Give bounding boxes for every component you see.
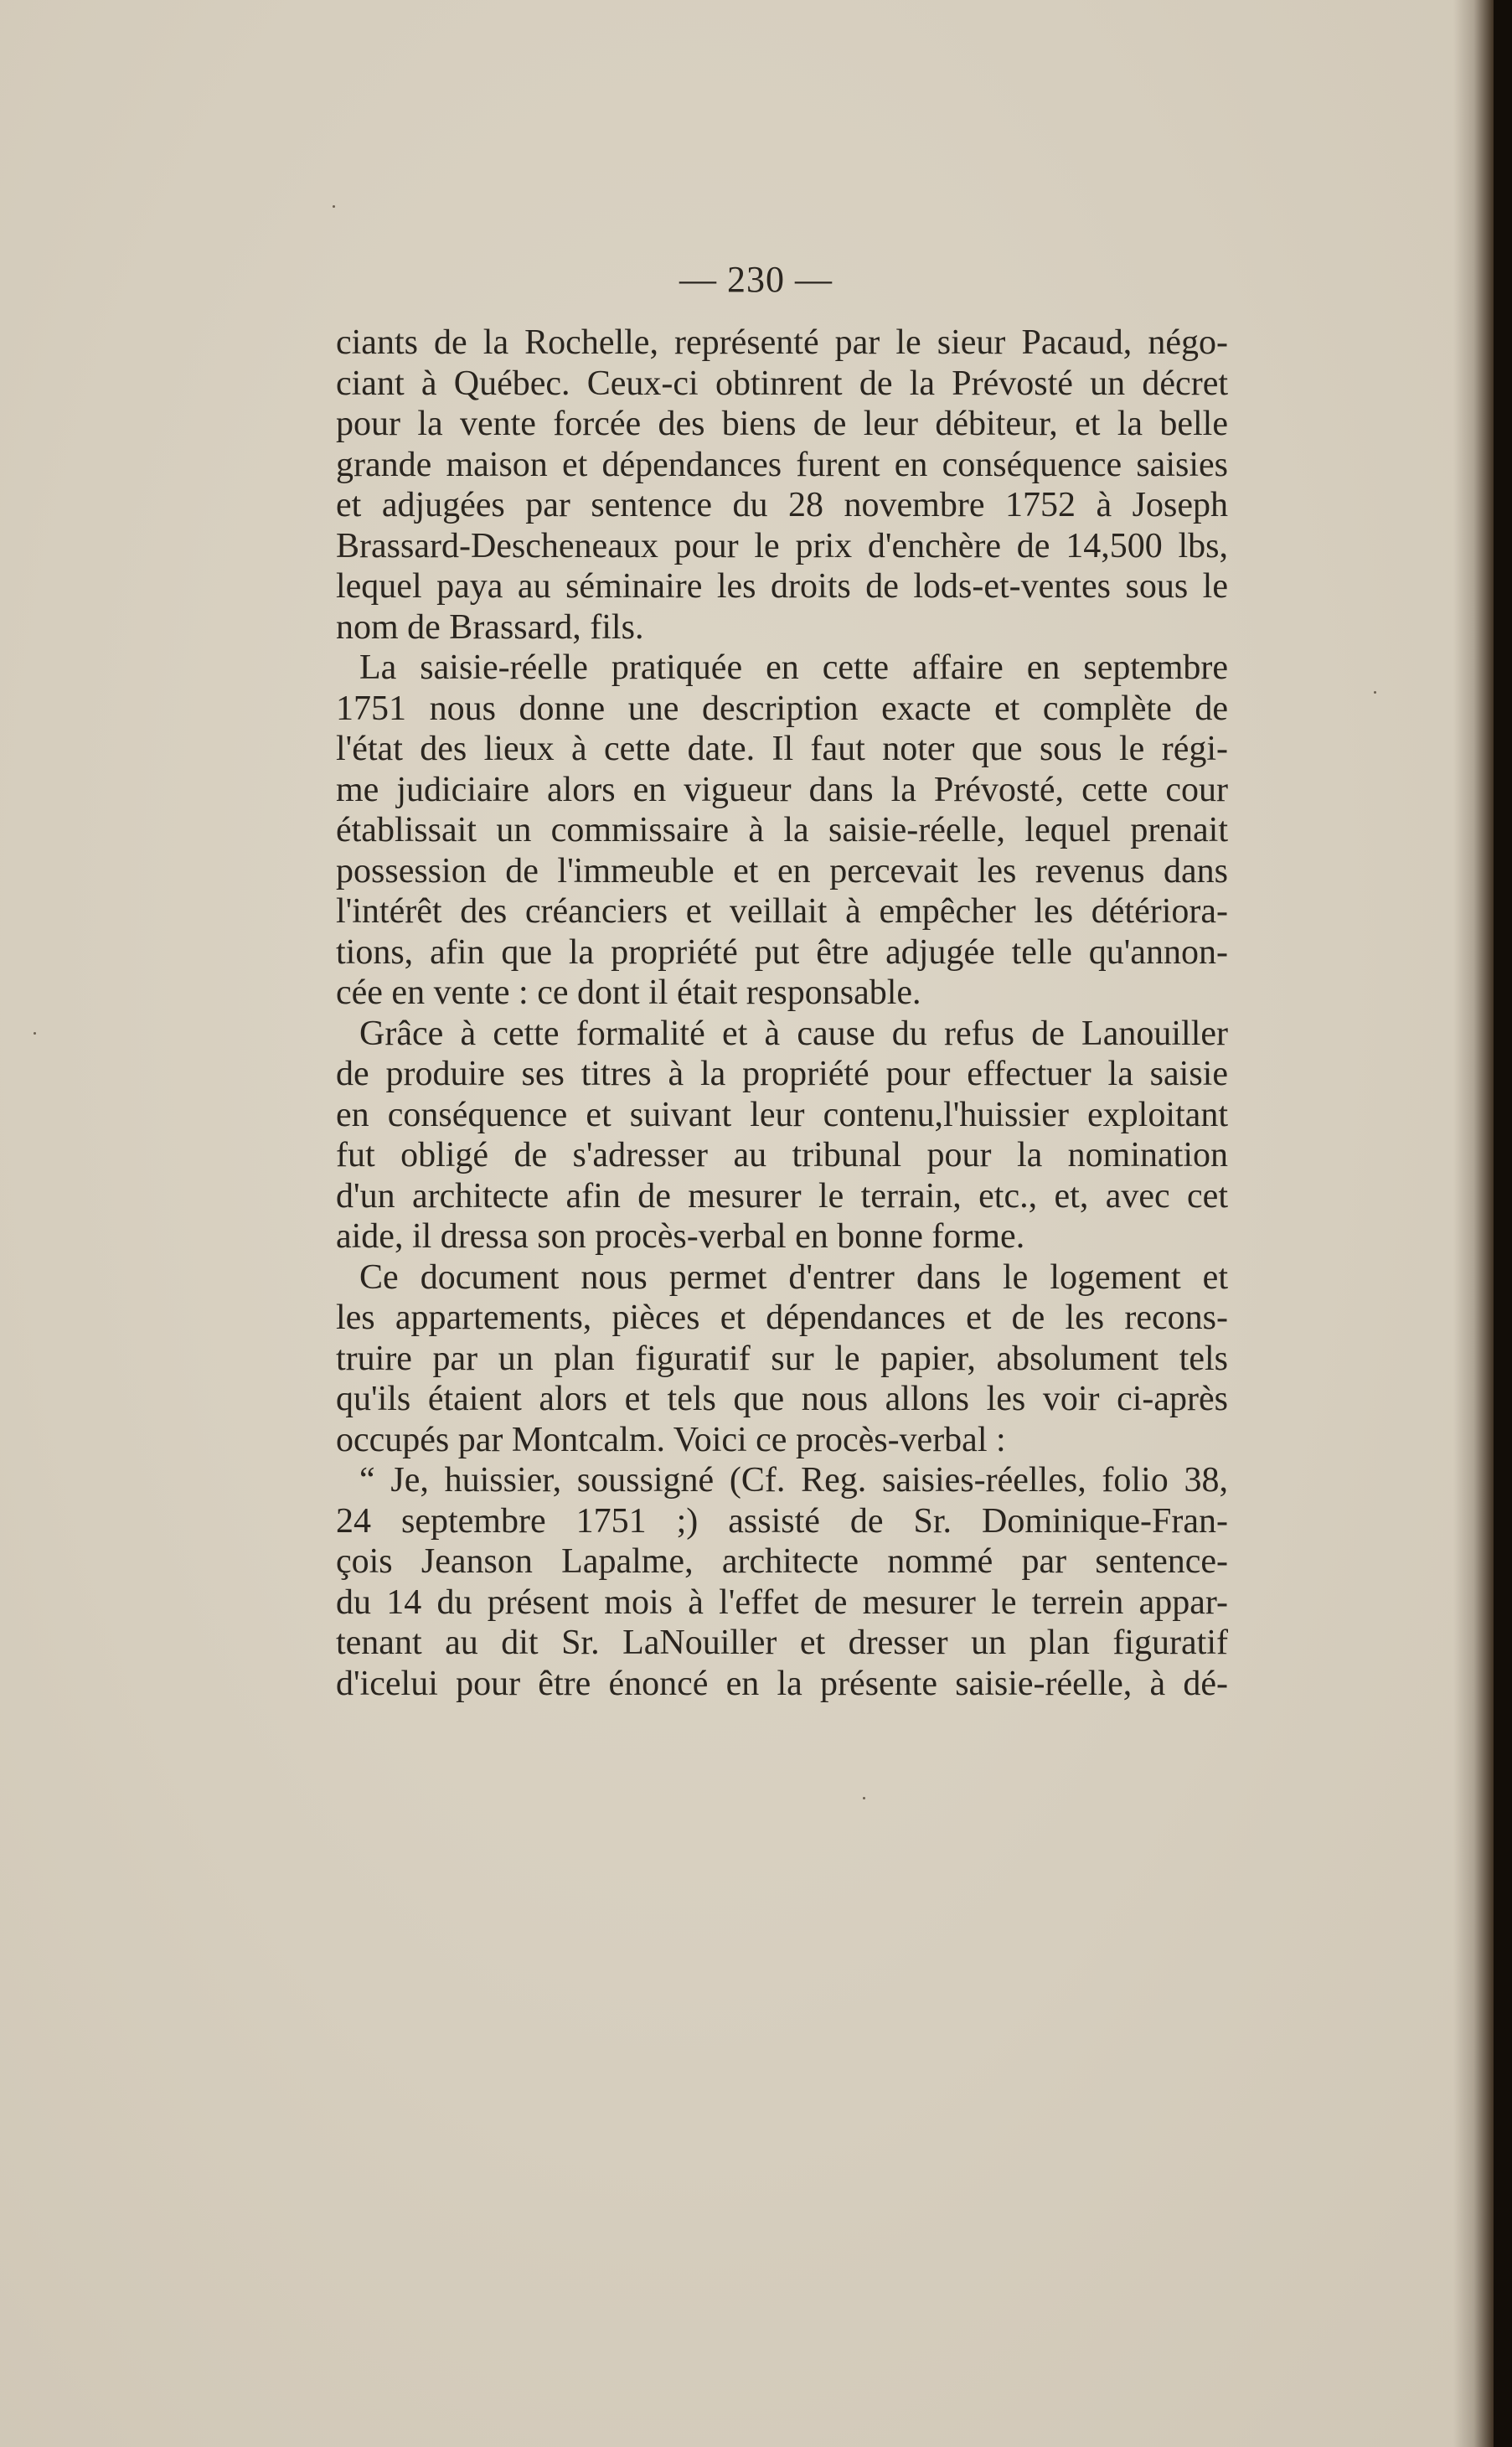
paragraph-end-line: cée en vente : ce dont il était responsable. <box>336 973 921 1012</box>
text-line: d'un architecte afin de mesurer le terrain, etc., et, avec cet <box>336 1176 1228 1216</box>
text-line: grande maison et dépendances furent en conséquence saisies <box>336 445 1228 484</box>
text-line: ciant à Québec. Ceux-ci obtinrent de la Prévosté un décret <box>336 364 1228 403</box>
paragraph-end-line: nom de Brassard, fils. <box>336 607 644 647</box>
paper-speck <box>1374 691 1376 694</box>
text-line: lequel paya au séminaire les droits de lods-et-ventes sous le <box>336 567 1228 606</box>
text-line: d'icelui pour être énoncé en la présente saisie-réelle, à dé- <box>336 1664 1228 1703</box>
paper-speck <box>333 205 335 208</box>
text-line: tions, afin que la propriété put être adjugée telle qu'annon- <box>336 932 1228 972</box>
text-line: l'état des lieux à cette date. Il faut noter que sous le régi- <box>336 730 1228 768</box>
paragraph-start-line: Ce document nous permet d'entrer dans le logement et <box>359 1257 1228 1297</box>
body-text <box>336 323 1228 1704</box>
quote-start-line: “ Je, huissier, soussigné (Cf. Reg. saisies-réelles, folio 38, <box>359 1461 1228 1500</box>
paper-speck <box>863 1797 865 1799</box>
text-line: pour la vente forcée des biens de leur débiteur, et la belle <box>336 405 1228 443</box>
text-line: établissait un commissaire à la saisie-réelle, lequel prenait <box>336 811 1228 849</box>
text-line: fut obligé de s'adresser au tribunal pour la nomination <box>336 1136 1228 1174</box>
text-line: ciants de la Rochelle, représenté par le sieur Pacaud, négo- <box>336 323 1228 362</box>
text-line: et adjugées par sentence du 28 novembre 1752 à Joseph <box>336 486 1228 524</box>
paragraph-start-line: Grâce à cette formalité et à cause du refus de Lanouiller <box>359 1014 1228 1053</box>
page-number: — 230 — <box>679 259 833 300</box>
text-line: 24 septembre 1751 ;) assisté de Sr. Dominique-Fran- <box>336 1501 1228 1541</box>
paper-speck <box>34 1032 36 1035</box>
text-line: qu'ils étaient alors et tels que nous allons les voir ci-après <box>336 1380 1228 1418</box>
paragraph-end-line: aide, il dressa son procès-verbal en bonne forme. <box>336 1217 1025 1256</box>
text-line: du 14 du présent mois à l'effet de mesurer le terrein appar- <box>336 1582 1228 1622</box>
text-line: 1751 nous donne une description exacte et complète de <box>336 689 1228 728</box>
book-gutter-shadow <box>1453 0 1512 2447</box>
text-line: les appartements, pièces et dépendances et de les recons- <box>336 1298 1228 1337</box>
text-line: çois Jeanson Lapalme, architecte nommé par sentence- <box>336 1542 1228 1581</box>
text-line: tenant au dit Sr. LaNouiller et dresser un plan figuratif <box>336 1624 1228 1662</box>
text-line: Brassard-Descheneaux pour le prix d'enchère de 14,500 lbs, <box>336 526 1228 565</box>
text-line: en conséquence et suivant leur contenu,l'huissier exploitant <box>336 1095 1228 1134</box>
text-line: me judiciaire alors en vigueur dans la Prévosté, cette cour <box>336 770 1228 809</box>
paragraph-end-line: occupés par Montcalm. Voici ce procès-verbal : <box>336 1420 1006 1459</box>
text-line: de produire ses titres à la propriété pour effectuer la saisie <box>336 1055 1228 1093</box>
text-line: truire par un plan figuratif sur le papier, absolument tels <box>336 1339 1228 1378</box>
paragraph-start-line: La saisie-réelle pratiquée en cette affaire en septembre <box>359 648 1228 687</box>
text-line: possession de l'immeuble et en percevait les revenus dans <box>336 851 1228 891</box>
text-line: l'intérêt des créanciers et veillait à empêcher les détériora- <box>336 892 1228 931</box>
